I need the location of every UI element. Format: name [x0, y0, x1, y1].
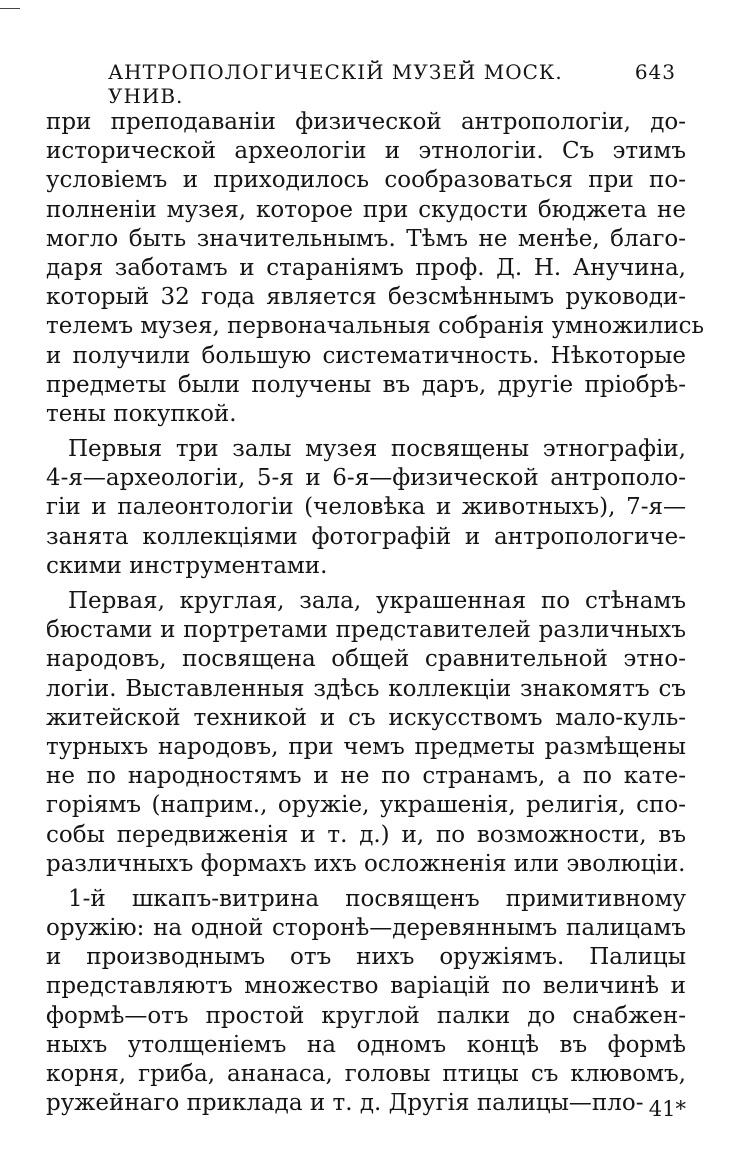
text-line: оружію: на одной сторонѣ—деревяннымъ палицамъ	[46, 915, 686, 942]
text-line: тены покупкой.	[46, 400, 237, 427]
text-line: 4-я—археологіи, 5-я и 6-я—физической антрополо-	[46, 465, 686, 492]
paragraph	[46, 587, 686, 879]
text-line: который 32 года является безсмѣннымъ руководи-	[46, 284, 686, 311]
text-line: ружейнаго приклада и т. д. Другія палицы—пло-	[46, 1090, 644, 1117]
text-line: предметы были получены въ даръ, другіе пріобрѣ-	[46, 371, 686, 398]
paragraph	[46, 435, 686, 581]
paragraph	[46, 108, 705, 429]
text-line: могло быть значительнымъ. Тѣмъ не менѣе, благо-	[46, 225, 686, 252]
text-line: народовъ, посвящена общей сравнительной этно-	[46, 646, 686, 673]
text-line: ныхъ утолщеніемъ на одномъ концѣ въ формѣ	[46, 1031, 686, 1058]
text-line: полненіи музея, которое при скудости бюджета не	[46, 196, 686, 223]
text-line: не по народностямъ и не по странамъ, а по кате-	[46, 763, 686, 790]
text-line: логіи. Выставленныя здѣсь коллекціи знакомятъ съ	[46, 675, 686, 702]
text-line: турныхъ народовъ, при чемъ предметы размѣщены	[46, 733, 686, 760]
text-line: занята коллекціями фотографій и антропологиче-	[46, 523, 686, 550]
text-line: и получили большую систематичность. Нѣкоторые	[46, 342, 686, 369]
text-line: различныхъ формахъ ихъ осложненія или эволюціи.	[46, 850, 686, 877]
running-title: АНТРОПОЛОГИЧЕСКІЙ МУЗЕЙ МОСК. УНИВ.	[108, 60, 563, 108]
text-line: горіямъ (наприм., оружіе, украшенія, религія, спо-	[46, 792, 686, 819]
text-line: скими инструментами.	[46, 552, 328, 579]
text-line: собы передвиженія и т. д.) и, по возможности, въ	[46, 821, 686, 848]
text-line: житейской техникой и съ искусствомъ мало-куль-	[46, 704, 686, 731]
text-line: корня, гриба, ананаса, головы птицы съ клювомъ,	[46, 1061, 686, 1087]
text-line: гіи и палеонтологіи (человѣка и животныхъ), 7-я—	[46, 494, 686, 521]
text-line: условіемъ и приходилось сообразоваться при по-	[46, 167, 686, 194]
text-line: даря заботамъ и стараніямъ проф. Д. Н. Анучина,	[46, 254, 686, 281]
text-line: и производнымъ отъ нихъ оружіямъ. Палицы	[46, 944, 686, 971]
page-body	[46, 108, 705, 1118]
paragraph	[46, 885, 686, 1119]
text-line: представляютъ множество варіацій по величинѣ и	[46, 973, 686, 1000]
text-line: формѣ—отъ простой круглой палки до снабжен-	[46, 1002, 686, 1029]
edge-mark	[0, 8, 20, 9]
page-number: 643	[634, 60, 676, 84]
text-line: Первыя три залы музея посвящены этнографіи,	[68, 436, 686, 463]
running-header	[108, 60, 676, 108]
signature-mark: 41*	[648, 1097, 686, 1121]
text-line: при преподаваніи физической антропологіи, до-	[46, 109, 686, 135]
text-line: 1-й шкапъ-витрина посвященъ примитивному	[68, 885, 686, 912]
text-line: бюстами и портретами представителей различныхъ	[46, 617, 686, 644]
text-line: телемъ музея, первоначальныя собранія умножились	[46, 313, 705, 340]
text-line: исторической археологіи и этнологіи. Съ этимъ	[46, 138, 686, 165]
text-line: Первая, круглая, зала, украшенная по стѣнамъ	[68, 588, 686, 614]
